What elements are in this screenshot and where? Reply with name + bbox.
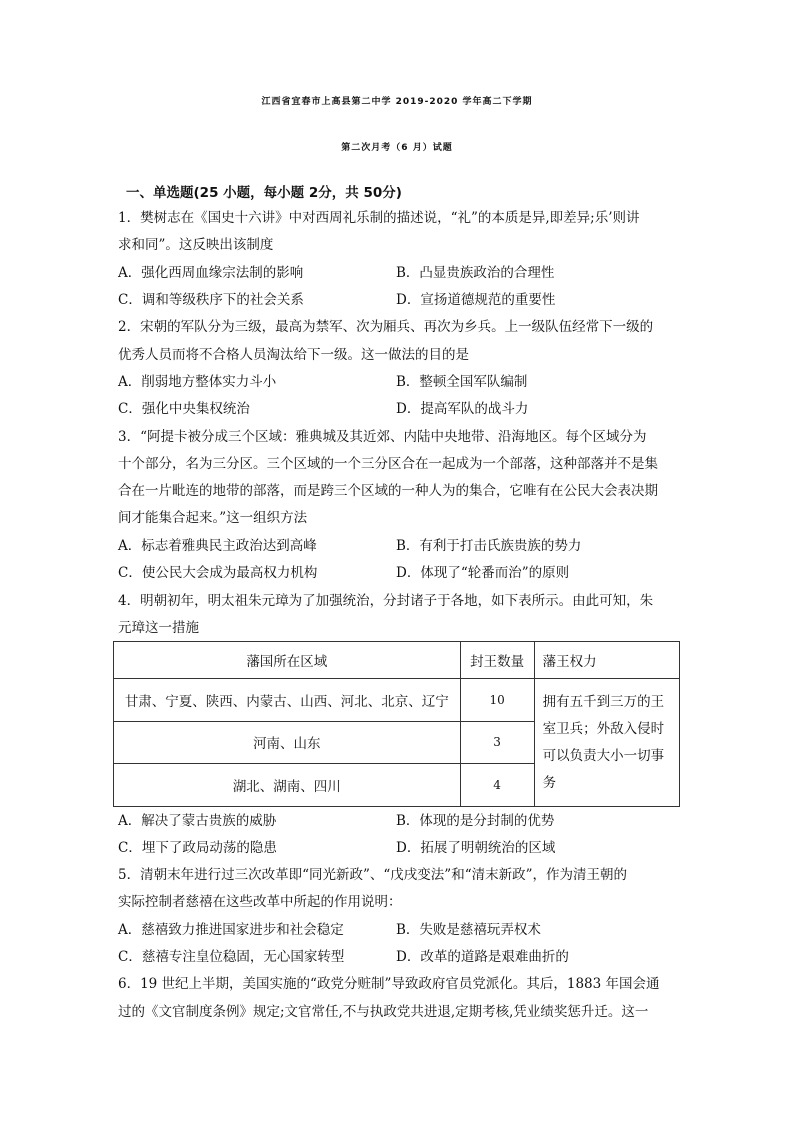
q5-option-a: A．慈禧致力推进国家进步和社会稳定 bbox=[118, 922, 344, 938]
table-cell-count: 4 bbox=[460, 764, 534, 807]
q3-stem-line1: 3．“阿提卡被分成三个区域：雅典城及其近郊、内陆中央地带、沿海地区。每个区域分为 bbox=[118, 429, 647, 445]
q2-stem-line1: 2．宋朝的军队分为三级，最高为禁军、次为厢兵、再次为乡兵。上一级队伍经常下一级的 bbox=[118, 319, 654, 335]
q3-option-c: C．使公民大会成为最高权力机构 bbox=[118, 565, 318, 581]
table-header-count: 封王数量 bbox=[460, 642, 534, 679]
q1-option-c: C．调和等级秩序下的社会关系 bbox=[118, 292, 304, 308]
section-heading: 一、单选题(25 小题，每小题 2分，共 50分) bbox=[126, 185, 402, 201]
q1-option-b: B．凸显贵族政治的合理性 bbox=[396, 265, 555, 281]
q5-stem-line1: 5．清朝末年进行过三次改革即“同光新政”、“戊戌变法”和“清末新政”，作为清王朝的 bbox=[118, 867, 627, 883]
table-row bbox=[114, 679, 680, 722]
q4-option-c: C．埋下了政局动荡的隐患 bbox=[118, 840, 277, 856]
exam-title-line1: 江西省宜春市上高县第二中学 2019-2020 学年高二下学期 bbox=[261, 97, 533, 107]
q5-option-b: B．失败是慈禧玩弄权术 bbox=[396, 922, 541, 938]
table-header-row bbox=[114, 642, 680, 679]
exam-title-line2: 第二次月考（6 月）试题 bbox=[341, 143, 453, 153]
q5-stem-line2: 实际控制者慈禧在这些改革中所起的作用说明： bbox=[118, 894, 402, 910]
q1-stem-line2: 求和同”。这反映出该制度 bbox=[118, 237, 274, 253]
q3-stem-line4: 间才能集合起来。”这一组织方法 bbox=[118, 510, 308, 526]
q5-option-c: C．慈禧专注皇位稳固，无心国家转型 bbox=[118, 949, 345, 965]
q6-stem-line1: 6．19 世纪上半期，美国实施的“政党分赃制”导致政府官员党派化。其后，1883 年国会通 bbox=[118, 976, 660, 992]
q2-option-a: A．削弱地方整体实力斗小 bbox=[118, 374, 277, 390]
q3-stem-line2: 十个部分，名为三分区。三个区域的一个三分区合在一起成为一个部落，这种部落并不是集 bbox=[118, 456, 658, 472]
q4-stem-line2: 元璋这一措施 bbox=[118, 620, 199, 636]
q4-stem-line1: 4．明朝初年，明太祖朱元璋为了加强统治，分封诸子于各地，如下表所示。由此可知，朱 bbox=[118, 593, 654, 609]
q4-option-b: B．体现的是分封制的优势 bbox=[396, 813, 555, 829]
table-header-power: 藩王权力 bbox=[534, 642, 679, 679]
fiefdom-table bbox=[113, 641, 680, 807]
q2-option-b: B．整顿全国军队编制 bbox=[396, 374, 528, 390]
q3-stem-line3: 合在一片毗连的地带的部落，而是跨三个区域的一种人为的集合，它唯有在公民大会表决期 bbox=[118, 483, 658, 499]
q2-option-d: D．提高军队的战斗力 bbox=[396, 401, 529, 417]
table-cell-region: 河南、山东 bbox=[114, 721, 461, 764]
q6-stem-line2: 过的《文官制度条例》规定;文官常任,不与执政党共进退,定期考核,凭业绩奖惩升迁。这一 bbox=[118, 1004, 649, 1020]
q1-option-a: A．强化西周血缘宗法制的影响 bbox=[118, 265, 304, 281]
q4-option-a: A．解决了蒙古贵族的威胁 bbox=[118, 813, 277, 829]
table-cell-count: 10 bbox=[460, 679, 534, 722]
q2-stem-line2: 优秀人员而将不合格人员淘汰给下一级。这一做法的目的是 bbox=[118, 347, 469, 363]
q5-option-d: D．改革的道路是艰难曲折的 bbox=[396, 949, 569, 965]
q4-option-d: D．拓展了明朝统治的区域 bbox=[396, 840, 556, 856]
q3-option-d: D．体现了“轮番而治”的原则 bbox=[396, 565, 570, 581]
q2-option-c: C．强化中央集权统治 bbox=[118, 401, 250, 417]
table-cell-region: 甘肃、宁夏、陕西、内蒙古、山西、河北、北京、辽宁 bbox=[114, 679, 461, 722]
table-header-region: 藩国所在区域 bbox=[114, 642, 461, 679]
table-cell-region: 湖北、湖南、四川 bbox=[114, 764, 461, 807]
q3-option-a: A．标志着雅典民主政治达到高峰 bbox=[118, 538, 317, 554]
q3-option-b: B．有利于打击氏族贵族的势力 bbox=[396, 538, 582, 554]
table-cell-count: 3 bbox=[460, 721, 534, 764]
table-cell-power: 拥有五千到三万的王室卫兵；外敌入侵时可以负责大小一切事务 bbox=[534, 679, 679, 807]
q1-stem-line1: 1．樊树志在《国史十六讲》中对西周礼乐制的描述说，“礼”的本质是异,即差异;乐’则讲 bbox=[118, 210, 640, 226]
q1-option-d: D．宣扬道德规范的重要性 bbox=[396, 292, 556, 308]
